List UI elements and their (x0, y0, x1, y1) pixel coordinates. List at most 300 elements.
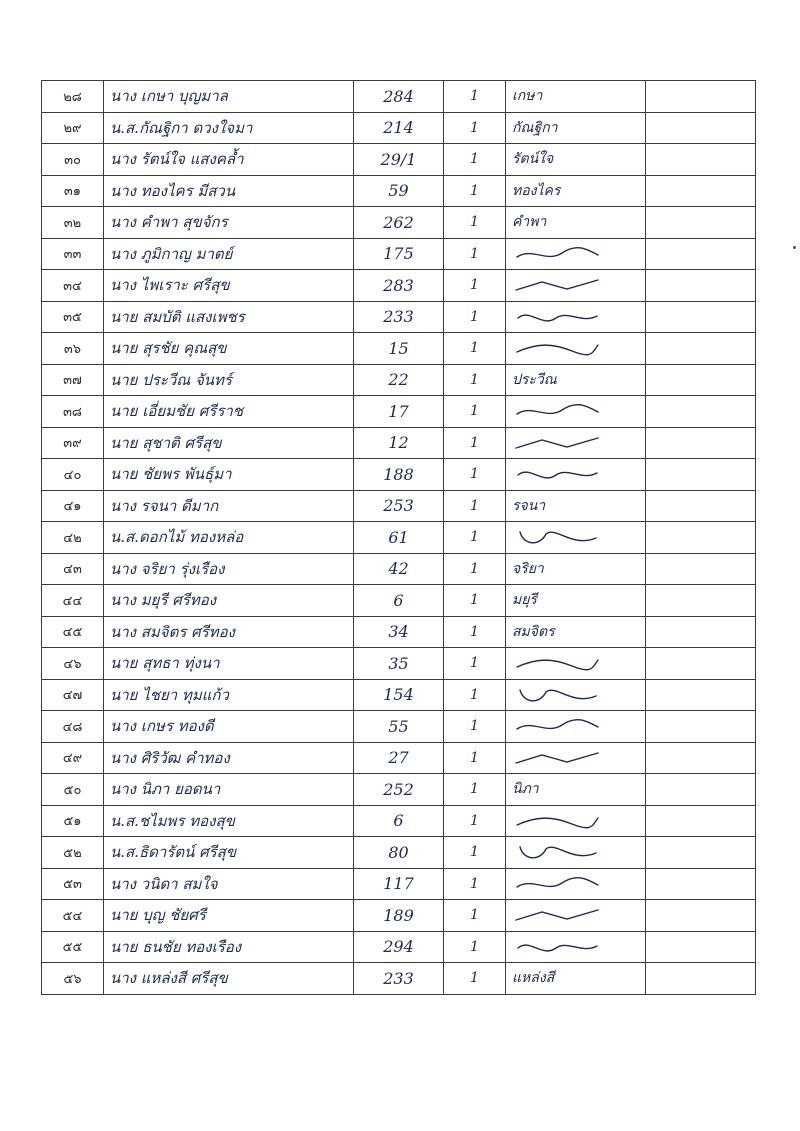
table-row (42, 459, 756, 491)
row-number-cell (42, 805, 104, 837)
row-number-cell (42, 207, 104, 239)
house-number-cell (354, 333, 444, 365)
house-number-text: 42 (388, 559, 409, 579)
row-number-text: ๓๒ (63, 215, 82, 231)
row-number-cell (42, 333, 104, 365)
house-number-cell (354, 679, 444, 711)
quantity-text: 1 (470, 970, 479, 987)
row-number-cell (42, 396, 104, 428)
resident-name-text: นาง รัตน์ใจ แสงคล้ำ (110, 150, 244, 169)
quantity-text: 1 (470, 371, 479, 388)
house-number-text: 6 (393, 811, 404, 831)
row-number-text: ๕๓ (63, 877, 82, 893)
row-number-cell (42, 553, 104, 585)
remarks-cell (646, 81, 756, 113)
table-row (42, 837, 756, 869)
resident-name-cell (104, 585, 354, 617)
house-number-text: 17 (388, 401, 409, 421)
remarks-cell (646, 459, 756, 491)
table-row (42, 774, 756, 806)
remarks-cell (646, 490, 756, 522)
signature-cell (506, 333, 646, 365)
house-number-cell (354, 616, 444, 648)
row-number-text: ๓๓ (63, 247, 82, 263)
house-number-cell (354, 900, 444, 932)
signature-cell (506, 742, 646, 774)
signature-text: จริยา (512, 560, 544, 577)
resident-name-cell (104, 207, 354, 239)
signature-cell (506, 238, 646, 270)
resident-name-cell (104, 553, 354, 585)
signature-text: มยุรี (512, 592, 537, 609)
house-number-text: 27 (388, 748, 409, 768)
resident-name-cell (104, 396, 354, 428)
signature-cell (506, 364, 646, 396)
row-number-cell (42, 427, 104, 459)
house-number-text: 233 (383, 307, 414, 327)
quantity-text: 1 (470, 403, 479, 420)
row-number-cell (42, 679, 104, 711)
resident-name-cell (104, 112, 354, 144)
signature-cell (506, 490, 646, 522)
table-row (42, 490, 756, 522)
remarks-cell (646, 585, 756, 617)
house-number-text: 15 (388, 338, 409, 358)
resident-name-text: นาย สุรชัย คุณสุข (110, 339, 227, 358)
quantity-text: 1 (470, 718, 479, 735)
house-number-cell (354, 427, 444, 459)
quantity-cell (444, 427, 506, 459)
house-number-cell (354, 805, 444, 837)
remarks-cell (646, 553, 756, 585)
table-row (42, 301, 756, 333)
signature-text: สมจิตร (512, 623, 555, 640)
handwritten-signature (512, 844, 602, 860)
quantity-cell (444, 616, 506, 648)
resident-name-text: นาง แหล่งสี ศรีสุข (110, 969, 228, 988)
roster-body (42, 81, 756, 995)
table-row (42, 679, 756, 711)
table-row (42, 805, 756, 837)
quantity-text: 1 (470, 907, 479, 924)
resident-name-text: น.ส.ธิดารัตน์ ศรีสุข (110, 843, 237, 862)
table-row (42, 900, 756, 932)
resident-name-text: นาย ประวีณ จันทร์ (110, 370, 232, 389)
house-number-text: 34 (388, 622, 409, 642)
resident-name-cell (104, 774, 354, 806)
resident-name-cell (104, 364, 354, 396)
quantity-cell (444, 742, 506, 774)
resident-name-cell (104, 900, 354, 932)
remarks-cell (646, 616, 756, 648)
table-row (42, 112, 756, 144)
table-row (42, 207, 756, 239)
resident-name-text: น.ส.ชไมพร ทองสุข (110, 811, 235, 830)
quantity-cell (444, 648, 506, 680)
row-number-text: ๔๕ (62, 625, 83, 641)
house-number-cell (354, 396, 444, 428)
row-number-cell (42, 963, 104, 995)
quantity-cell (444, 868, 506, 900)
resident-name-text: นาง เกษา บุญมาล (110, 87, 228, 106)
signature-cell (506, 963, 646, 995)
signature-cell (506, 144, 646, 176)
table-row (42, 742, 756, 774)
remarks-cell (646, 427, 756, 459)
resident-name-text: นาง มยุรี ศรีทอง (110, 591, 217, 610)
remarks-cell (646, 648, 756, 680)
quantity-text: 1 (470, 182, 479, 199)
table-row (42, 333, 756, 365)
row-number-text: ๕๕ (62, 940, 83, 956)
signature-cell (506, 459, 646, 491)
resident-name-cell (104, 648, 354, 680)
resident-name-cell (104, 238, 354, 270)
remarks-cell (646, 144, 756, 176)
row-number-cell (42, 931, 104, 963)
quantity-cell (444, 459, 506, 491)
signature-cell (506, 81, 646, 113)
quantity-cell (444, 301, 506, 333)
handwritten-signature (512, 939, 602, 955)
quantity-text: 1 (470, 308, 479, 325)
resident-name-cell (104, 175, 354, 207)
quantity-text: 1 (470, 245, 479, 262)
table-row (42, 396, 756, 428)
resident-name-text: นาง ศิริวัฒ คำทอง (110, 748, 230, 767)
signature-text: แหล่งสี (512, 970, 555, 987)
handwritten-signature (512, 309, 602, 325)
house-number-text: 59 (388, 181, 409, 201)
remarks-cell (646, 742, 756, 774)
house-number-cell (354, 648, 444, 680)
house-number-cell (354, 270, 444, 302)
row-number-cell (42, 837, 104, 869)
signature-text: เกษา (512, 88, 543, 105)
resident-name-cell (104, 270, 354, 302)
row-number-cell (42, 742, 104, 774)
handwritten-signature (512, 718, 602, 734)
row-number-text: ๓๗ (63, 373, 82, 389)
remarks-cell (646, 333, 756, 365)
house-number-cell (354, 81, 444, 113)
signature-cell (506, 774, 646, 806)
remarks-cell (646, 207, 756, 239)
signature-cell (506, 522, 646, 554)
row-number-text: ๔๙ (62, 751, 83, 767)
row-number-text: ๒๘ (63, 89, 82, 105)
quantity-text: 1 (470, 88, 479, 105)
resident-name-cell (104, 81, 354, 113)
house-number-text: 29/1 (380, 149, 417, 169)
signature-cell (506, 711, 646, 743)
row-number-cell (42, 301, 104, 333)
house-number-text: 253 (383, 496, 414, 516)
table-row (42, 238, 756, 270)
resident-name-text: นาง รจนา ดีมาก (110, 496, 219, 515)
signature-cell (506, 301, 646, 333)
signature-text: กัณฐิกา (512, 119, 558, 136)
house-number-cell (354, 931, 444, 963)
handwritten-signature (512, 435, 602, 451)
table-row (42, 175, 756, 207)
house-number-text: 294 (383, 937, 414, 957)
house-number-text: 283 (383, 275, 414, 295)
quantity-cell (444, 522, 506, 554)
signature-cell (506, 585, 646, 617)
row-number-text: ๓๐ (64, 152, 81, 168)
remarks-cell (646, 711, 756, 743)
quantity-text: 1 (470, 497, 479, 514)
signature-text: รจนา (512, 497, 546, 514)
quantity-cell (444, 711, 506, 743)
house-number-text: 233 (383, 968, 414, 988)
quantity-cell (444, 112, 506, 144)
remarks-cell (646, 805, 756, 837)
row-number-cell (42, 112, 104, 144)
handwritten-signature (512, 655, 602, 671)
signature-text: ทองไคร (512, 182, 561, 199)
quantity-cell (444, 81, 506, 113)
handwritten-signature (512, 687, 602, 703)
row-number-cell (42, 238, 104, 270)
house-number-text: 61 (388, 527, 409, 547)
quantity-text: 1 (470, 781, 479, 798)
resident-name-cell (104, 490, 354, 522)
quantity-cell (444, 805, 506, 837)
row-number-cell (42, 648, 104, 680)
handwritten-signature (512, 750, 602, 766)
row-number-text: ๓๖ (63, 341, 82, 357)
quantity-cell (444, 364, 506, 396)
table-row (42, 553, 756, 585)
table-row (42, 616, 756, 648)
house-number-cell (354, 207, 444, 239)
row-number-text: ๓๙ (63, 436, 82, 452)
resident-name-cell (104, 427, 354, 459)
signature-cell (506, 616, 646, 648)
resident-name-cell (104, 522, 354, 554)
resident-name-text: นาง จริยา รุ่งเรือง (110, 559, 225, 578)
row-number-text: ๔๗ (62, 688, 83, 704)
resident-name-cell (104, 931, 354, 963)
row-number-cell (42, 490, 104, 522)
signature-cell (506, 207, 646, 239)
table-row (42, 427, 756, 459)
resident-name-text: นาย ชัยพร พันธุ์มา (110, 465, 232, 484)
row-number-text: ๓๘ (63, 404, 82, 420)
signature-cell (506, 396, 646, 428)
table-row (42, 522, 756, 554)
house-number-text: 6 (393, 590, 404, 610)
resident-name-text: นาย เอี่ยมชัย ศรีราช (110, 402, 244, 421)
resident-name-text: นาง คำพา สุขจักร (110, 213, 228, 232)
resident-name-text: นาย บุญ ชัยศรี (110, 906, 206, 925)
row-number-text: ๕๖ (63, 971, 82, 987)
resident-name-cell (104, 868, 354, 900)
quantity-text: 1 (470, 560, 479, 577)
quantity-text: 1 (470, 434, 479, 451)
signature-cell (506, 805, 646, 837)
house-number-cell (354, 301, 444, 333)
handwritten-signature (512, 813, 602, 829)
quantity-text: 1 (470, 686, 479, 703)
table-row (42, 585, 756, 617)
house-number-cell (354, 711, 444, 743)
resident-name-text: นาง นิภา ยอดนา (110, 780, 221, 799)
quantity-cell (444, 774, 506, 806)
remarks-cell (646, 837, 756, 869)
resident-name-cell (104, 805, 354, 837)
signature-text: รัตน์ใจ (512, 151, 554, 168)
row-number-text: ๕๐ (63, 782, 82, 798)
signature-cell (506, 900, 646, 932)
quantity-cell (444, 963, 506, 995)
house-number-text: 214 (383, 118, 414, 138)
handwritten-signature (512, 529, 602, 545)
house-number-cell (354, 459, 444, 491)
quantity-text: 1 (470, 277, 479, 294)
row-number-cell (42, 270, 104, 302)
row-number-text: ๕๒ (63, 845, 82, 861)
quantity-text: 1 (470, 592, 479, 609)
row-number-cell (42, 364, 104, 396)
roster-table (41, 80, 756, 995)
house-number-cell (354, 837, 444, 869)
house-number-cell (354, 238, 444, 270)
quantity-cell (444, 175, 506, 207)
quantity-cell (444, 837, 506, 869)
row-number-text: ๓๔ (63, 278, 82, 294)
resident-name-text: นาย สุทธา ทุ่งนา (110, 654, 220, 673)
resident-name-text: นาง เกษร ทองดี (110, 717, 214, 736)
quantity-text: 1 (470, 623, 479, 640)
table-row (42, 648, 756, 680)
row-number-text: ๔๑ (63, 499, 82, 515)
house-number-cell (354, 742, 444, 774)
quantity-cell (444, 333, 506, 365)
row-number-cell (42, 81, 104, 113)
quantity-cell (444, 270, 506, 302)
quantity-cell (444, 679, 506, 711)
signature-cell (506, 112, 646, 144)
signature-text: นิภา (512, 781, 539, 798)
house-number-cell (354, 963, 444, 995)
house-number-text: 35 (388, 653, 409, 673)
row-number-cell (42, 459, 104, 491)
resident-name-cell (104, 837, 354, 869)
signature-cell (506, 679, 646, 711)
row-number-text: ๔๔ (62, 593, 83, 609)
house-number-text: 117 (383, 874, 414, 894)
signature-text: ประวีณ (512, 371, 557, 388)
resident-name-cell (104, 459, 354, 491)
remarks-cell (646, 270, 756, 302)
remarks-cell (646, 364, 756, 396)
row-number-cell (42, 711, 104, 743)
quantity-text: 1 (470, 466, 479, 483)
remarks-cell (646, 396, 756, 428)
house-number-cell (354, 868, 444, 900)
resident-name-cell (104, 679, 354, 711)
row-number-text: ๔๐ (63, 467, 82, 483)
signature-cell (506, 553, 646, 585)
row-number-text: ๒๙ (63, 121, 82, 137)
remarks-cell (646, 868, 756, 900)
handwritten-signature (512, 403, 602, 419)
quantity-text: 1 (470, 749, 479, 766)
house-number-cell (354, 112, 444, 144)
house-number-cell (354, 144, 444, 176)
resident-name-cell (104, 333, 354, 365)
row-number-cell (42, 900, 104, 932)
handwritten-signature (512, 246, 602, 262)
resident-name-cell (104, 301, 354, 333)
table-row (42, 270, 756, 302)
resident-name-cell (104, 742, 354, 774)
row-number-cell (42, 585, 104, 617)
house-number-cell (354, 175, 444, 207)
quantity-text: 1 (470, 214, 479, 231)
quantity-text: 1 (470, 938, 479, 955)
handwritten-signature (512, 876, 602, 892)
resident-name-text: น.ส.กัณฐิกา ดวงใจมา (110, 118, 253, 137)
table-row (42, 711, 756, 743)
signature-text: คำพา (512, 214, 547, 231)
table-row (42, 144, 756, 176)
resident-name-cell (104, 963, 354, 995)
resident-name-text: นาง สมจิตร ศรีทอง (110, 622, 235, 641)
table-row (42, 364, 756, 396)
resident-name-cell (104, 144, 354, 176)
quantity-cell (444, 553, 506, 585)
remarks-cell (646, 301, 756, 333)
house-number-text: 188 (383, 464, 414, 484)
quantity-cell (444, 585, 506, 617)
house-number-text: 262 (383, 212, 414, 232)
handwritten-signature (512, 340, 602, 356)
remarks-cell (646, 774, 756, 806)
house-number-text: 189 (383, 905, 414, 925)
quantity-cell (444, 490, 506, 522)
table-row (42, 868, 756, 900)
remarks-cell (646, 112, 756, 144)
house-number-text: 22 (388, 370, 409, 390)
table-row (42, 931, 756, 963)
house-number-text: 252 (383, 779, 414, 799)
remarks-cell (646, 931, 756, 963)
resident-name-cell (104, 711, 354, 743)
signature-cell (506, 270, 646, 302)
table-row (42, 963, 756, 995)
resident-name-text: นาย ไชยา ทุมแก้ว (110, 685, 229, 704)
resident-name-text: นาง วนิดา สมใจ (110, 874, 218, 893)
quantity-cell (444, 396, 506, 428)
quantity-cell (444, 238, 506, 270)
row-number-cell (42, 774, 104, 806)
quantity-text: 1 (470, 812, 479, 829)
row-number-text: ๕๑ (63, 814, 82, 830)
house-number-text: 154 (383, 685, 414, 705)
row-number-text: ๓๑ (63, 184, 82, 200)
signature-cell (506, 868, 646, 900)
row-number-text: ๔๓ (63, 562, 82, 578)
quantity-text: 1 (470, 875, 479, 892)
row-number-text: ๔๒ (63, 530, 82, 546)
house-number-cell (354, 364, 444, 396)
house-number-cell (354, 522, 444, 554)
signature-cell (506, 648, 646, 680)
